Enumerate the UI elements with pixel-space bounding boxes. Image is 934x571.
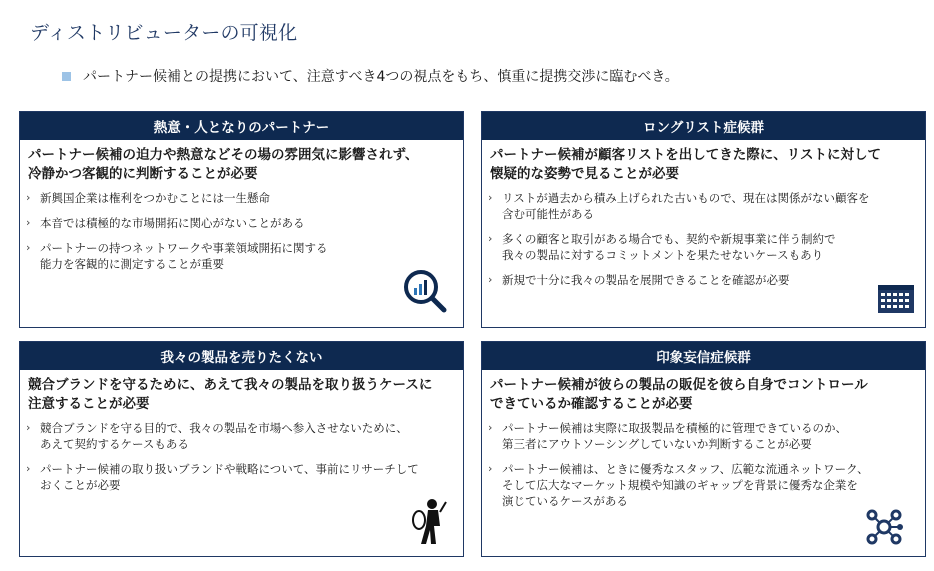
subtitle-text: パートナー候補との提携において、注意すべき4つの視点をもち、慎重に提携交渉に臨むべき。 (83, 69, 679, 85)
card-header: ロングリスト症候群 (482, 112, 925, 140)
list-item: › パートナー候補は実際に取扱製品を積極的に管理できているのか、 第三者にアウトソーシングしていないか判断することが必要 (488, 421, 847, 451)
chevron-right-icon: › (26, 216, 31, 229)
page-title: ディストリビューターの可視化 (30, 22, 298, 44)
chevron-right-icon: › (26, 191, 31, 204)
card-points (482, 414, 925, 509)
card-header: 印象妄信症候群 (482, 342, 925, 370)
card-passion-partner (19, 111, 464, 328)
chevron-right-icon: › (26, 241, 31, 254)
chevron-right-icon: › (26, 462, 31, 475)
card-points (20, 414, 463, 493)
subtitle (62, 66, 679, 86)
chevron-right-icon: › (488, 191, 493, 204)
list-item: › 本音では積極的な市場開拓に関心がないことがある (26, 216, 305, 230)
card-impression-syndrome (481, 341, 926, 557)
card-lead: パートナー候補が顧客リストを出してきた際に、リストに対して 懐疑的な姿勢で見ることが必要 (490, 147, 881, 182)
chevron-right-icon: › (26, 421, 31, 434)
network-nodes-icon (864, 507, 904, 547)
list-item: › 新規で十分に我々の製品を展開できることを確認が必要 (488, 273, 790, 287)
chevron-right-icon: › (488, 462, 493, 475)
chevron-right-icon: › (488, 273, 493, 286)
list-item: › 競合ブランドを守る目的で、我々の製品を市場へ参入させないために、 あえて契約するケースもある (26, 421, 408, 451)
card-unwilling-to-sell (19, 341, 464, 557)
list-item: › 新興国企業は権利をつかむことには一生懸命 (26, 191, 270, 205)
card-points (482, 184, 925, 288)
chevron-right-icon: › (488, 232, 493, 245)
list-item: › 多くの顧客と取引がある場合でも、契約や新規事業に伴う制約で 我々の製品に対するコミットメントを果たせないケースもあり (488, 232, 836, 262)
list-item: › パートナー候補の取り扱いブランドや戦略について、事前にリサーチして おくことが必要 (26, 462, 419, 492)
card-header: 我々の製品を売りたくない (20, 342, 463, 370)
square-bullet-icon (62, 72, 71, 81)
card-long-list-syndrome (481, 111, 926, 328)
magnifier-chart-icon (402, 268, 448, 314)
list-item: › リストが過去から積み上げられた古いもので、現在は関係がない顧客を 含む可能性がある (488, 191, 870, 221)
shield-fighter-icon (410, 498, 448, 548)
card-lead: 競合ブランドを守るために、あえて我々の製品を取り扱うケースに 注意することが必要 (28, 377, 433, 412)
chevron-right-icon: › (488, 421, 493, 434)
card-points (20, 184, 463, 272)
list-item: › パートナー候補は、ときに優秀なスタッフ、広範な流通ネットワーク、 そして広大なマーケット規模や知識のギャップを背景に優秀な企業を 演じているケースがある (488, 462, 869, 508)
list-item: › パートナーの持つネットワークや事業領域開拓に関する 能力を客観的に測定することが重要 (26, 241, 328, 271)
calendar-grid-icon (878, 285, 914, 313)
card-header: 熱意・人となりのパートナー (20, 112, 463, 140)
card-lead: パートナー候補が彼らの製品の販促を彼ら自身でコントロール できているか確認することが必要 (490, 377, 868, 412)
card-lead: パートナー候補の迫力や熱意などその場の雰囲気に影響されず、 冷静かつ客観的に判断することが必要 (28, 147, 419, 182)
